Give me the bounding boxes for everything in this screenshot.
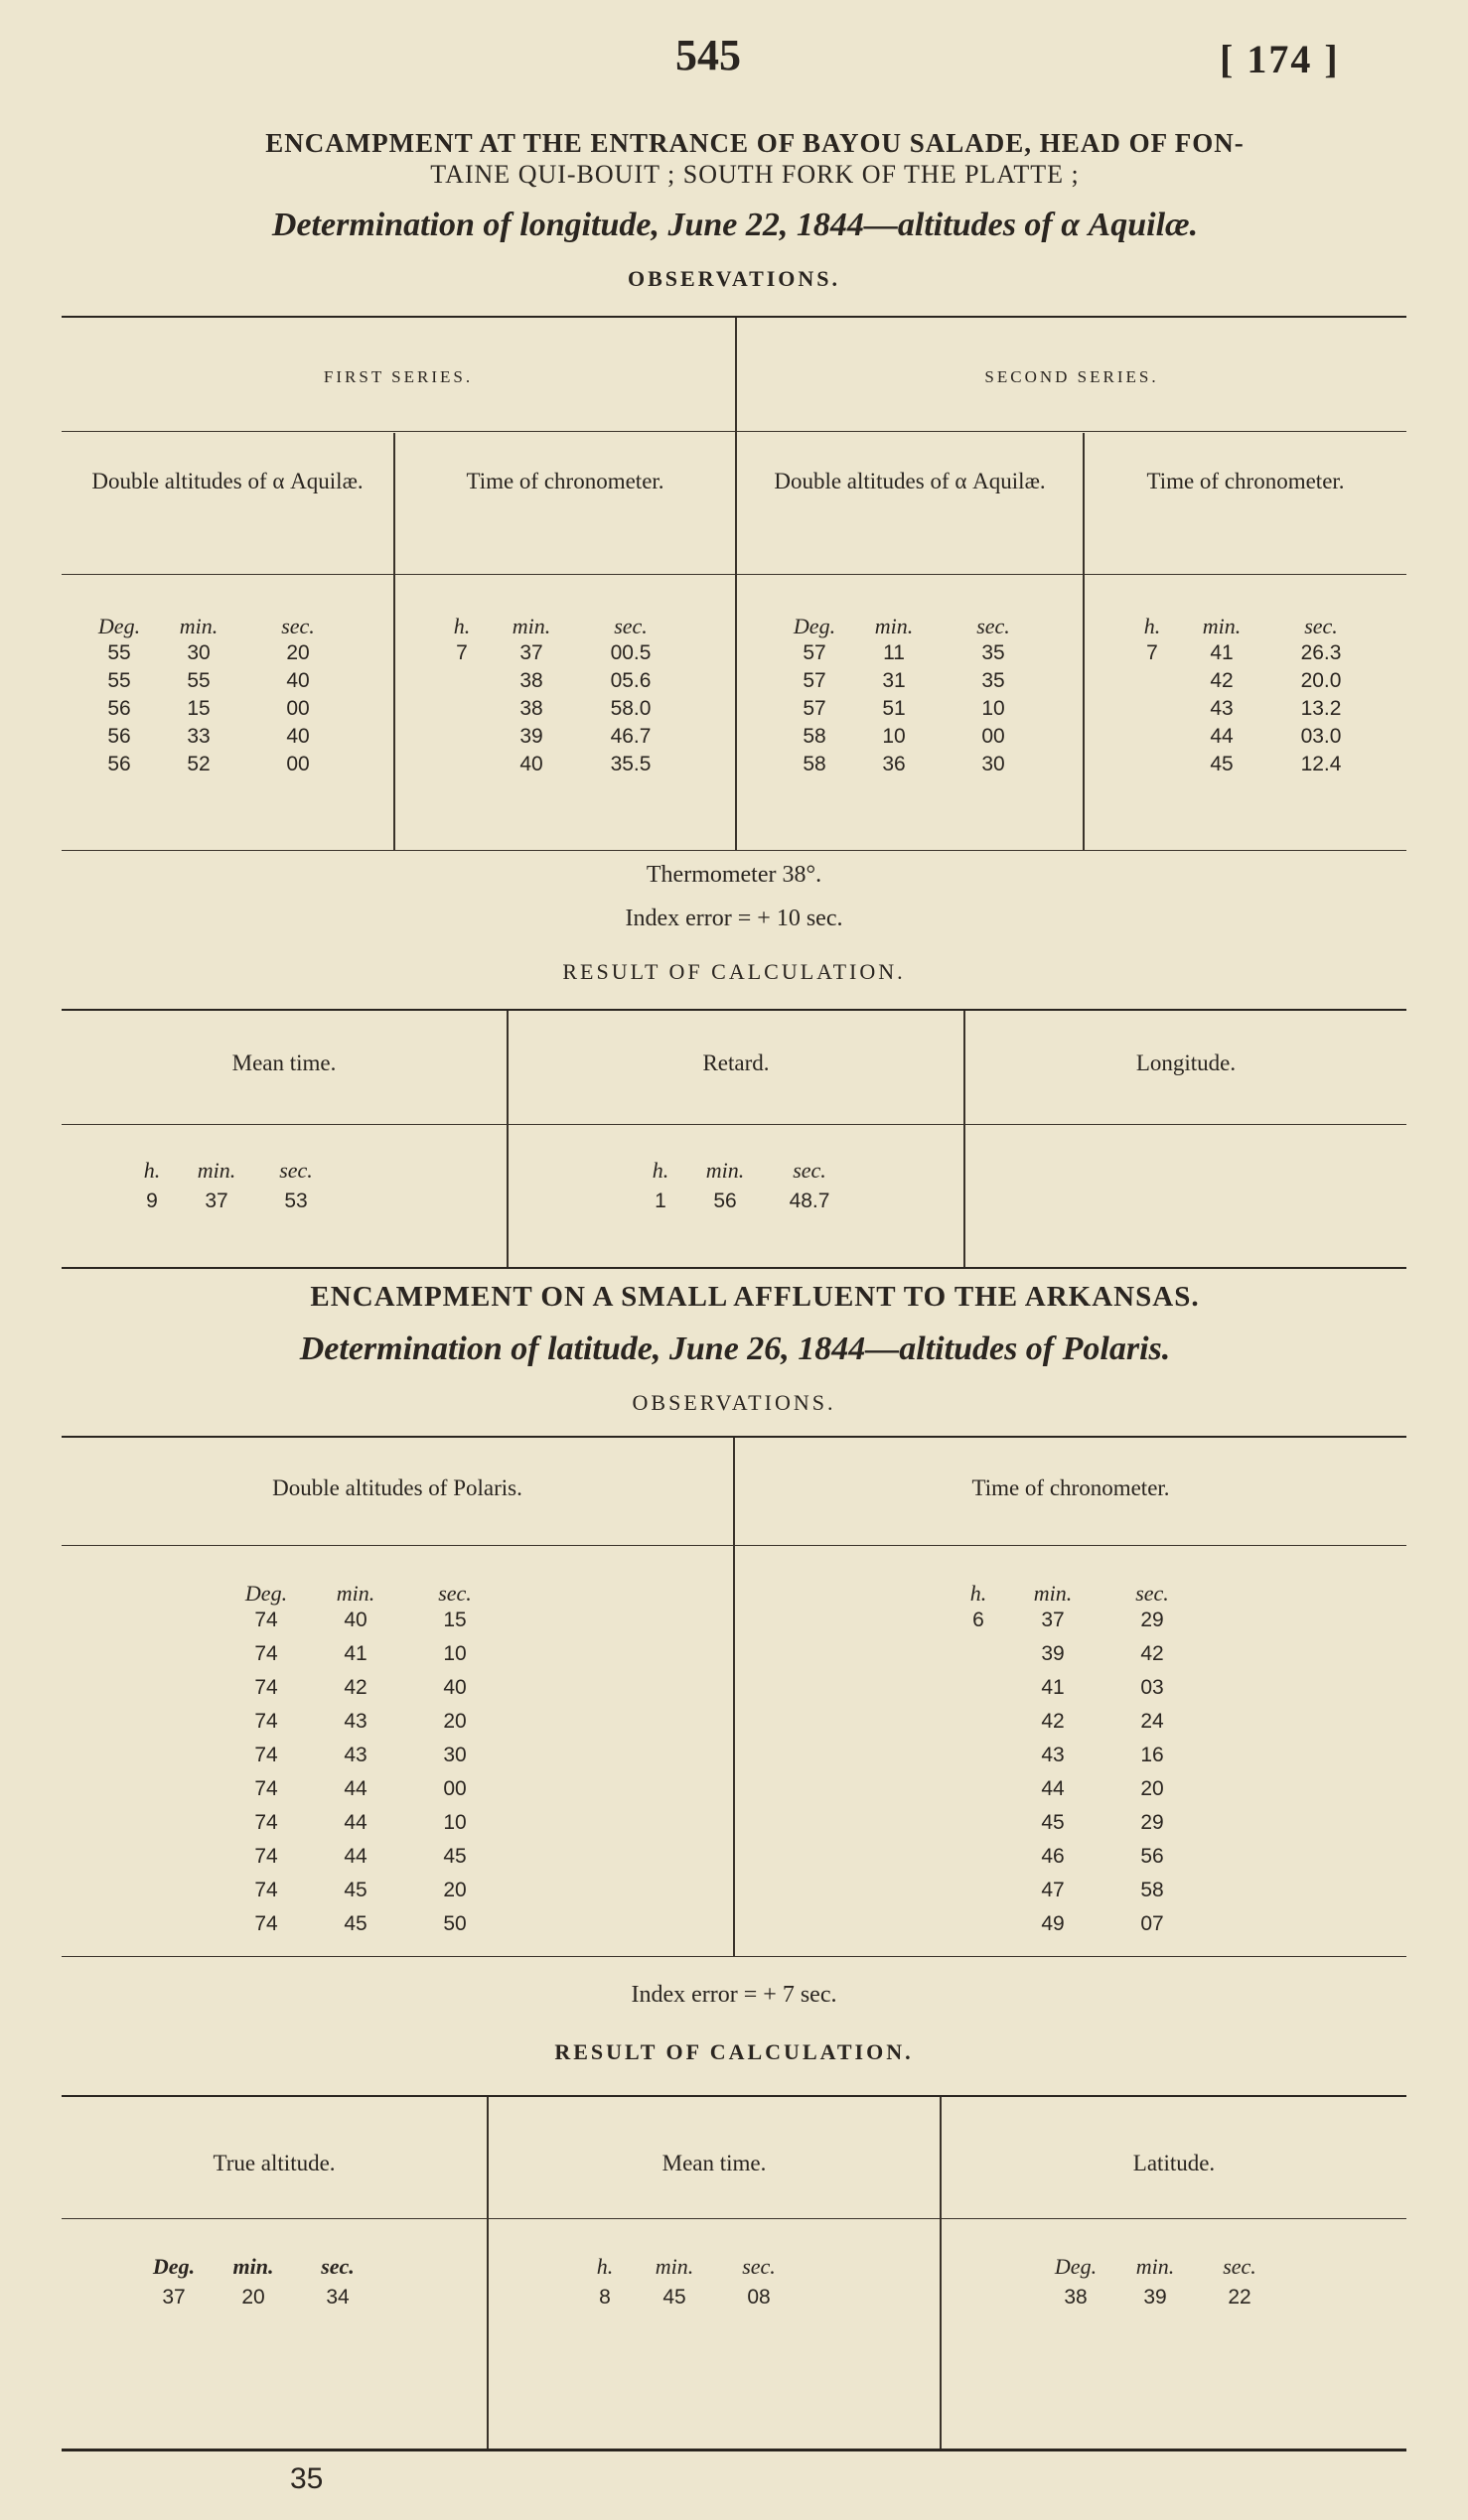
table-cell: 74: [254, 1777, 278, 1800]
table-cell: 57: [803, 697, 826, 720]
table-cell: 40: [344, 1609, 367, 1631]
section1-result-label: RESULT OF CALCULATION.: [562, 959, 906, 984]
table-row: [437, 697, 685, 721]
table-cell: 47: [1041, 1879, 1065, 1901]
table-cell: 42: [1210, 669, 1234, 692]
table-cell: 33: [187, 725, 211, 748]
table-cell: 16: [1140, 1744, 1164, 1766]
table-cell: 12.4: [1300, 753, 1342, 775]
table-cell: 10: [882, 725, 906, 748]
table-cell: 44: [1041, 1777, 1065, 1800]
result-header-mean-time-2: Mean time.: [661, 2151, 767, 2175]
table-row: [954, 1811, 1202, 1835]
table-cell: 45: [1041, 1811, 1065, 1834]
table-cell: 00: [981, 725, 1005, 748]
result-header-true-altitude: True altitude.: [213, 2151, 336, 2175]
table-cell: 74: [254, 1811, 278, 1834]
table-cell: 57: [803, 669, 826, 692]
table-cell: 11: [883, 641, 905, 664]
units-row: h. min. sec.: [969, 1581, 1169, 1606]
table-cell: 41: [1210, 641, 1234, 664]
table-cell: 03: [1140, 1676, 1164, 1699]
rule: [62, 1009, 1406, 1011]
section2-observations-label: OBSERVATIONS.: [632, 1390, 836, 1415]
table-cell: [954, 1845, 1003, 1869]
section2-subtitle: Determination of latitude, June 26, 1844—altitudes of Polaris.: [299, 1330, 1171, 1367]
table-row: [89, 753, 348, 776]
rule: [62, 1956, 1406, 1957]
table-cell: 55: [107, 669, 131, 692]
table-cell: 30: [187, 641, 211, 664]
units-row: Deg. min. sec.: [152, 2254, 355, 2279]
table-cell: [1127, 753, 1177, 776]
section2-title: ENCAMPMENT ON A SMALL AFFLUENT TO THE ARKANSAS.: [310, 1281, 1200, 1313]
table-cell: [437, 697, 487, 721]
table-cell: 37: [1041, 1609, 1065, 1631]
table-row: [226, 1744, 505, 1767]
units-row: h. min. sec.: [652, 1158, 826, 1183]
rule: [62, 431, 735, 432]
table-cell: 41: [1041, 1676, 1065, 1699]
table-cell: 45: [344, 1912, 367, 1935]
index-error-note-2: Index error = + 7 sec.: [631, 1982, 837, 2008]
table-row: [785, 725, 1043, 749]
retard-value: 1 56 48.7: [655, 1190, 830, 1212]
table-row: [89, 669, 348, 693]
table-cell: 30: [443, 1744, 467, 1766]
table-cell: 57: [803, 641, 826, 664]
table-row: [226, 1777, 505, 1801]
table-row: [954, 1912, 1202, 1936]
table-cell: 45: [344, 1879, 367, 1901]
table-cell: 40: [286, 725, 310, 748]
table-cell: 20: [443, 1879, 467, 1901]
table-cell: [437, 725, 487, 749]
header-double-altitudes-polaris: Double altitudes of Polaris.: [272, 1475, 522, 1500]
table-cell: 35: [981, 641, 1005, 664]
section2-result-label: RESULT OF CALCULATION.: [554, 2039, 914, 2064]
table-cell: 74: [254, 1744, 278, 1766]
index-error-note-1: Index error = + 10 sec.: [625, 906, 843, 931]
table-cell: [954, 1710, 1003, 1734]
bracket-page-number: [ 174 ]: [1220, 37, 1340, 81]
table-cell: 00.5: [610, 641, 652, 664]
table-cell: 40: [286, 669, 310, 692]
latitude-value: 38 39 22: [1064, 2286, 1251, 2309]
rule: [62, 2095, 1406, 2097]
column-divider: [733, 1438, 735, 1956]
rule: [62, 1545, 1406, 1546]
table-row: [954, 1642, 1202, 1666]
table-row: [1127, 753, 1376, 776]
header-time-chronometer-1: Time of chronometer.: [466, 469, 664, 493]
units-row: Deg. min. sec.: [244, 1581, 472, 1606]
rule: [62, 574, 1406, 575]
table-cell: 46.7: [610, 725, 652, 748]
column-divider: [735, 318, 737, 850]
table-cell: 43: [344, 1710, 367, 1733]
table-cell: 38: [519, 669, 543, 692]
table-row: [226, 1676, 505, 1700]
table-row: [437, 725, 685, 749]
table-cell: 44: [344, 1777, 367, 1800]
header-double-altitudes-2: Double altitudes of α Aquilæ.: [774, 469, 1046, 493]
table-cell: [954, 1676, 1003, 1700]
table-cell: 29: [1140, 1811, 1164, 1834]
thermometer-note: Thermometer 38°.: [646, 862, 822, 888]
result-header-latitude: Latitude.: [1132, 2151, 1216, 2175]
table-row: [226, 1845, 505, 1869]
result-header-longitude: Longitude.: [1135, 1050, 1237, 1075]
table-cell: 35: [981, 669, 1005, 692]
table-cell: 74: [254, 1912, 278, 1935]
table-cell: 10: [443, 1811, 467, 1834]
table-row: [954, 1879, 1202, 1902]
table-row: [1127, 725, 1376, 749]
table-cell: 51: [882, 697, 906, 720]
table-cell: 43: [1041, 1744, 1065, 1766]
table-cell: 30: [981, 753, 1005, 775]
table-cell: 45: [443, 1845, 467, 1868]
table-cell: [954, 1879, 1003, 1902]
table-row: [437, 753, 685, 776]
table-cell: 13.2: [1300, 697, 1342, 720]
table-cell: 44: [344, 1845, 367, 1868]
result-header-retard: Retard.: [702, 1050, 770, 1075]
table-cell: 20: [1140, 1777, 1164, 1800]
table-cell: 00: [286, 697, 310, 720]
table-cell: [954, 1777, 1003, 1801]
table-cell: 58: [803, 725, 826, 748]
mean-time-value-2: 8 45 08: [599, 2286, 771, 2309]
table-row: [785, 697, 1043, 721]
table-cell: 26.3: [1300, 641, 1342, 664]
table-cell: 56: [107, 753, 131, 775]
rule: [62, 316, 1406, 318]
rule: [62, 2218, 1406, 2219]
table-cell: 52: [187, 753, 211, 775]
table-cell: [954, 1744, 1003, 1767]
table-row: [226, 1609, 505, 1632]
table-cell: 74: [254, 1845, 278, 1868]
table-cell: 42: [1041, 1710, 1065, 1733]
table-cell: 00: [443, 1777, 467, 1800]
table-cell: 58.0: [610, 697, 652, 720]
page-number: 545: [675, 31, 741, 79]
table-cell: 37: [519, 641, 543, 664]
table-row: [954, 1777, 1202, 1801]
table-cell: 41: [344, 1642, 367, 1665]
table-cell: 24: [1140, 1710, 1164, 1733]
units-row: h. min. sec.: [596, 2254, 776, 2279]
table-cell: [954, 1912, 1003, 1936]
header-double-altitudes-1: Double altitudes of α Aquilæ.: [91, 469, 364, 493]
table-cell: 56: [107, 697, 131, 720]
table-cell: 10: [443, 1642, 467, 1665]
table-cell: 20: [443, 1710, 467, 1733]
table-cell: 40: [443, 1676, 467, 1699]
table-cell: 55: [187, 669, 211, 692]
table-cell: 43: [344, 1744, 367, 1766]
rule: [737, 431, 1406, 432]
true-altitude-value: 37 20 34: [162, 2286, 350, 2309]
table-cell: 10: [981, 697, 1005, 720]
rule: [62, 850, 1406, 851]
table-row: [89, 725, 348, 749]
rule: [62, 1267, 1406, 1269]
units-row: Deg. min. sec.: [793, 614, 1010, 638]
units-row: h. min. sec.: [453, 614, 648, 638]
table-cell: 74: [254, 1710, 278, 1733]
table-cell: [437, 753, 487, 776]
table-cell: 40: [519, 753, 543, 775]
table-row: [89, 697, 348, 721]
table-cell: 15: [187, 697, 211, 720]
table-cell: 39: [519, 725, 543, 748]
section1-observations-label: OBSERVATIONS.: [627, 266, 841, 291]
table-cell: [1127, 669, 1177, 693]
table-row: [785, 753, 1043, 776]
table-cell: 74: [254, 1642, 278, 1665]
table-cell: 39: [1041, 1642, 1065, 1665]
section1-title-line2: TAINE QUI-BOUIT ; SOUTH FORK OF THE PLATTE ;: [430, 160, 1080, 189]
table-cell: [1127, 697, 1177, 721]
second-series-label: SECOND SERIES.: [984, 367, 1159, 386]
table-row: [226, 1879, 505, 1902]
result-header-mean-time-1: Mean time.: [231, 1050, 337, 1075]
table-cell: 36: [882, 753, 906, 775]
table-cell: 15: [443, 1609, 467, 1631]
rule: [62, 2449, 1406, 2451]
table-cell: 74: [254, 1609, 278, 1631]
table-cell: 35.5: [610, 753, 652, 775]
table-cell: [1127, 725, 1177, 749]
table-cell: 45: [1210, 753, 1234, 775]
table-cell: 7: [456, 641, 468, 664]
mean-time-value-1: 9 37 53: [146, 1190, 308, 1212]
units-row: Deg. min. sec.: [1054, 2254, 1256, 2279]
table-row: [954, 1676, 1202, 1700]
table-row: [785, 641, 1043, 665]
rule: [62, 1124, 1406, 1125]
table-cell: 03.0: [1300, 725, 1342, 748]
table-cell: 55: [107, 641, 131, 664]
table-cell: 49: [1041, 1912, 1065, 1935]
units-row: h. min. sec.: [143, 1158, 313, 1183]
table-row: [226, 1811, 505, 1835]
table-row: [785, 669, 1043, 693]
table-row: [89, 641, 348, 665]
table-cell: 29: [1140, 1609, 1164, 1631]
table-cell: 42: [1140, 1642, 1164, 1665]
header-time-chronometer-polaris: Time of chronometer.: [971, 1475, 1170, 1500]
table-cell: 44: [1210, 725, 1234, 748]
table-cell: 6: [972, 1609, 984, 1631]
table-cell: 42: [344, 1676, 367, 1699]
table-cell: 56: [1140, 1845, 1164, 1868]
table-cell: 20: [286, 641, 310, 664]
table-row: [226, 1710, 505, 1734]
header-time-chronometer-2: Time of chronometer.: [1146, 469, 1345, 493]
table-row: [437, 641, 685, 665]
table-cell: 58: [803, 753, 826, 775]
table-cell: 50: [443, 1912, 467, 1935]
signature-mark: 35: [290, 2462, 324, 2495]
table-cell: 05.6: [610, 669, 652, 692]
table-cell: 00: [286, 753, 310, 775]
units-row: h. min. sec.: [1143, 614, 1338, 638]
table-cell: 38: [519, 697, 543, 720]
table-row: [226, 1642, 505, 1666]
table-cell: 56: [107, 725, 131, 748]
table-cell: 74: [254, 1676, 278, 1699]
table-cell: 46: [1041, 1845, 1065, 1868]
table-row: [954, 1710, 1202, 1734]
section1-subtitle: Determination of longitude, June 22, 1844—altitudes of α Aquilæ.: [271, 207, 1199, 243]
table-cell: 74: [254, 1879, 278, 1901]
table-cell: 43: [1210, 697, 1234, 720]
table-row: [1127, 641, 1376, 665]
table-cell: 07: [1140, 1912, 1164, 1935]
table-cell: [954, 1811, 1003, 1835]
table-cell: 7: [1146, 641, 1158, 664]
table-cell: [954, 1642, 1003, 1666]
table-row: [954, 1609, 1202, 1632]
table-row: [1127, 669, 1376, 693]
first-series-label: FIRST SERIES.: [323, 367, 474, 386]
table-row: [954, 1845, 1202, 1869]
table-row: [954, 1744, 1202, 1767]
units-row: Deg. min. sec.: [97, 614, 315, 638]
table-row: [226, 1912, 505, 1936]
table-cell: 20.0: [1300, 669, 1342, 692]
table-row: [437, 669, 685, 693]
section1-title-line1: ENCAMPMENT AT THE ENTRANCE OF BAYOU SALADE, HEAD OF FON-: [265, 128, 1245, 158]
table-cell: 44: [344, 1811, 367, 1834]
table-cell: 58: [1140, 1879, 1164, 1901]
table-cell: [437, 669, 487, 693]
table-row: [1127, 697, 1376, 721]
table-cell: 31: [882, 669, 906, 692]
